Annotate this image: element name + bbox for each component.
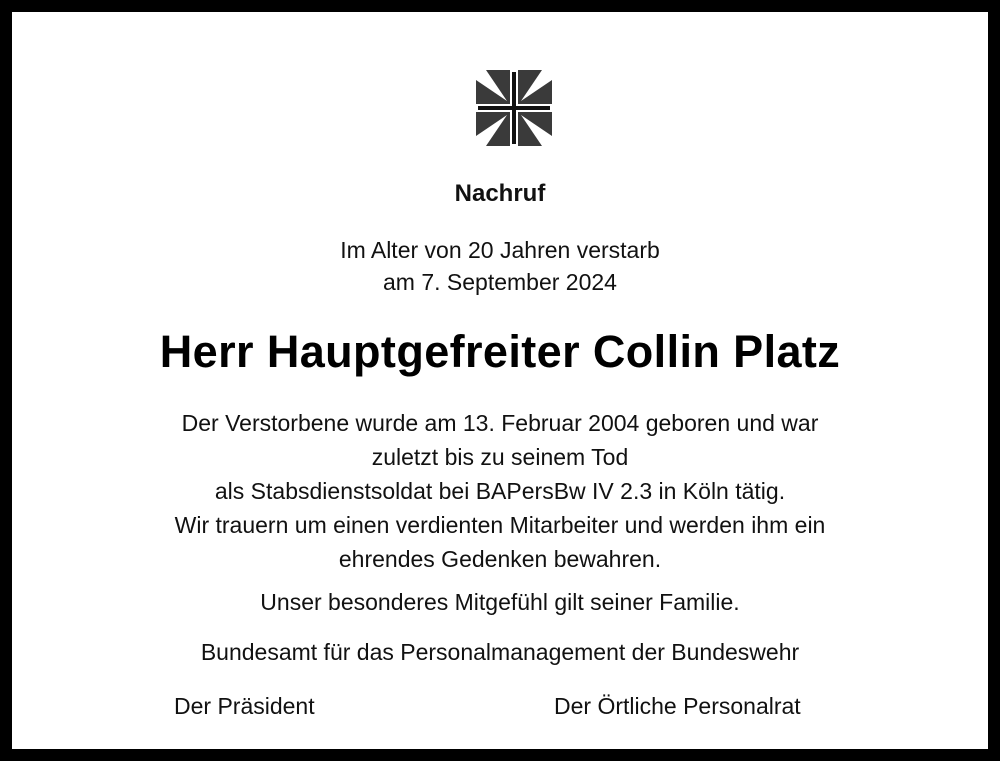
intro-text	[12, 234, 988, 298]
iron-cross-icon	[474, 68, 554, 148]
organization-name: Bundesamt für das Personalmanagement der Bundeswehr	[200, 639, 800, 665]
body-line-1: Der Verstorbene wurde am 13. Februar 2004 geboren und war	[181, 410, 819, 436]
body-line-3: als Stabsdienstsoldat bei BAPersBw IV 2.3 in Köln tätig.	[214, 478, 786, 504]
body-line-2: zuletzt bis zu seinem Tod	[371, 444, 629, 470]
sympathy-text: Unser besonderes Mitgefühl gilt seiner Familie.	[260, 589, 740, 615]
body-line-5: ehrendes Gedenken bewahren.	[338, 546, 662, 572]
obituary-body	[12, 406, 988, 576]
body-line-4: Wir trauern um einen verdienten Mitarbeiter und werden ihm ein	[174, 512, 826, 538]
signature-staff-council: Der Örtliche Personalrat	[554, 693, 801, 719]
deceased-name: Herr Hauptgefreiter Collin Platz	[159, 326, 841, 377]
signature-president: Der Präsident	[174, 693, 315, 719]
intro-line-date: am 7. September 2024	[383, 269, 617, 295]
notice-heading: Nachruf	[454, 180, 546, 207]
intro-line-age: Im Alter von 20 Jahren verstarb	[340, 237, 660, 263]
